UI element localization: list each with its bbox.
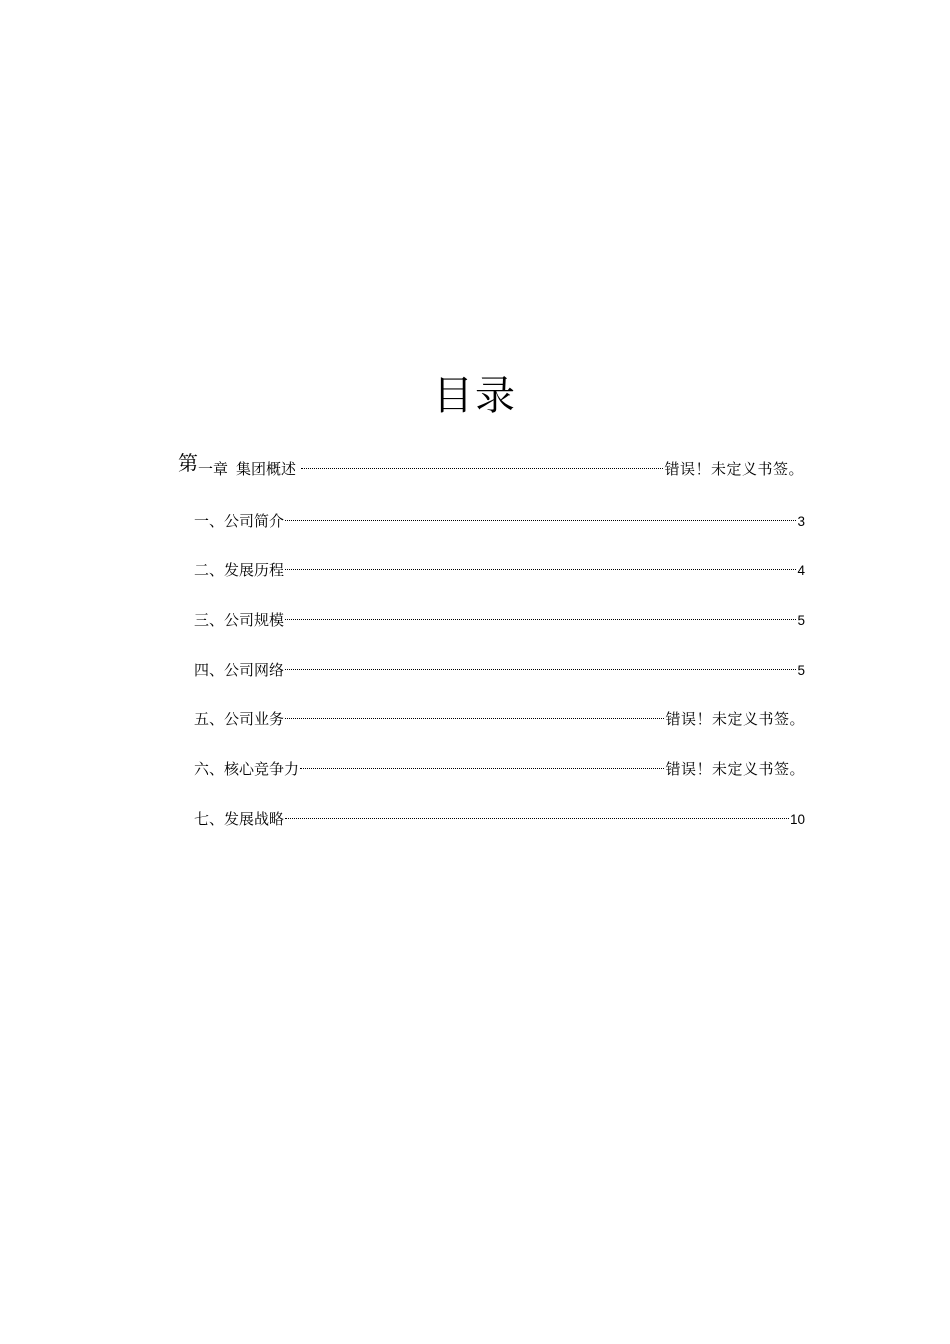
toc-dot-leader xyxy=(300,752,664,774)
toc-dot-leader xyxy=(301,452,663,474)
toc-section-label: 六、核心竞争力 xyxy=(194,760,300,778)
toc-page-number: 5 xyxy=(797,613,805,628)
toc-chapter-number: 一章 xyxy=(198,460,229,478)
toc-chapter-lead: 第 xyxy=(178,451,198,475)
toc-dot-leader xyxy=(285,603,796,625)
toc-section-entry[interactable] xyxy=(194,504,805,533)
toc-section-label: 七、发展战略 xyxy=(194,810,285,828)
toc-page-number: 4 xyxy=(797,563,805,578)
toc-page-ref: 错误！未定义书签。 xyxy=(665,710,805,728)
toc-section-label: 四、公司网络 xyxy=(194,661,285,679)
toc-section-label: 一、公司简介 xyxy=(194,512,285,530)
page-title: 目录 xyxy=(433,373,517,419)
toc-page-number: 10 xyxy=(789,812,805,827)
toc-dot-leader xyxy=(285,504,796,526)
toc-section-label: 五、公司业务 xyxy=(194,710,285,728)
toc-section-label: 二、发展历程 xyxy=(194,561,285,579)
toc-page-number: 5 xyxy=(797,663,805,678)
toc-dot-leader xyxy=(285,802,789,824)
toc-section-entry[interactable] xyxy=(194,702,805,730)
toc-page-ref: 错误！未定义书签。 xyxy=(664,460,804,478)
toc-section-label: 三、公司规模 xyxy=(194,611,285,629)
toc-chapter-name: 集团概述 xyxy=(236,460,297,478)
toc-dot-leader xyxy=(285,553,796,575)
toc-section-entry[interactable] xyxy=(194,553,805,582)
toc-section-entry[interactable] xyxy=(194,802,805,831)
toc-page-ref: 错误！未定义书签。 xyxy=(665,760,805,778)
toc-dot-leader xyxy=(285,702,664,724)
toc-chapter-entry[interactable] xyxy=(178,452,804,480)
toc-section-entry[interactable] xyxy=(194,653,805,682)
toc-dot-leader xyxy=(285,653,796,675)
toc-section-entry[interactable] xyxy=(194,752,805,780)
toc-section-entry[interactable] xyxy=(194,603,805,632)
toc-page-number: 3 xyxy=(797,514,805,529)
